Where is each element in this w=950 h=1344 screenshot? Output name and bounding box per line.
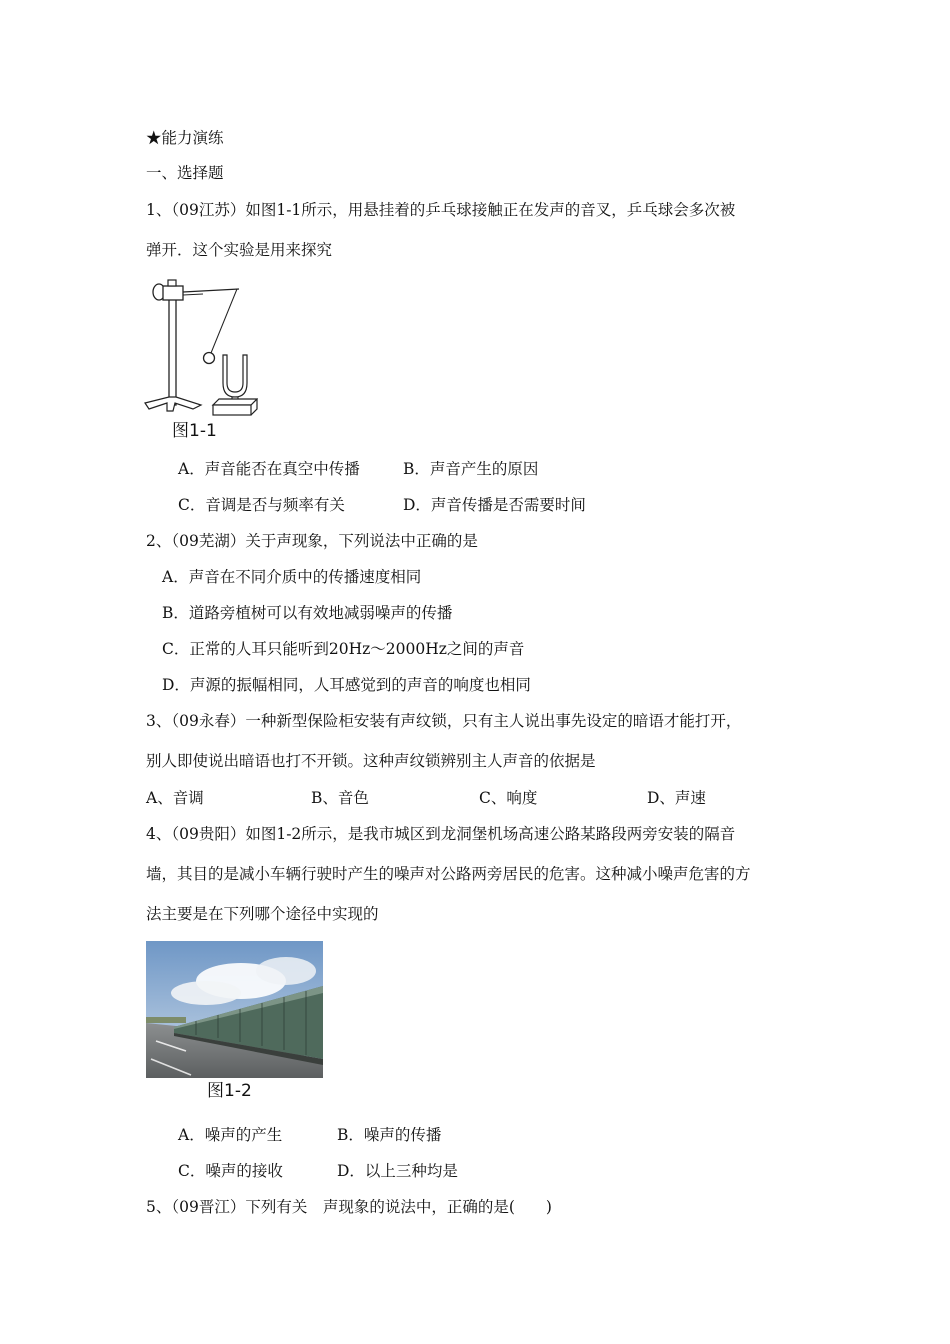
tuning-fork-apparatus-illustration [143,275,258,440]
q1-option-c: C．音调是否与频率有关 [178,496,345,514]
q1-option-b: B．声音产生的原因 [403,460,539,478]
q3-option-d: D、声速 [647,789,706,807]
q1-option-d: D．声音传播是否需要时间 [403,496,586,514]
section-heading: ★能力演练 [146,129,224,147]
q4-option-d: D．以上三种均是 [337,1162,458,1180]
q4-stem-line3: 法主要是在下列哪个途径中实现的 [146,905,379,923]
q4-option-b: B．噪声的传播 [337,1126,442,1144]
q1-option-a: A．声音能否在真空中传播 [178,460,360,478]
q3-option-c: C、响度 [479,789,538,807]
q3-stem-line2: 别人即使说出暗语也打不开锁。这种声纹锁辨别主人声音的依据是 [146,752,596,770]
q2-option-d: D．声源的振幅相同，人耳感觉到的声音的响度也相同 [162,676,531,694]
highway-sound-barrier-illustration [146,941,323,1078]
q4-option-c: C．噪声的接收 [178,1162,283,1180]
figure-1-2-sound-barrier-photo [146,941,323,1078]
q2-stem-line1: 2、（09芜湖）关于声现象，下列说法中正确的是 [146,532,478,550]
q2-option-b: B．道路旁植树可以有效地减弱噪声的传播 [162,604,453,622]
q1-stem-line2: 弹开．这个实验是用来探究 [146,241,333,259]
figure-1-1-tuning-fork [143,275,258,440]
q4-stem-line2: 墙，其目的是减小车辆行驶时产生的噪声对公路两旁居民的危害。这种减小噪声危害的方 [146,865,751,883]
q4-option-a: A．噪声的产生 [178,1126,283,1144]
figure-1-2-caption: 图1-2 [207,1081,252,1101]
figure-1-1-caption: 图1-1 [172,421,217,441]
q2-option-a: A．声音在不同介质中的传播速度相同 [162,568,422,586]
section-subheading: 一、选择题 [146,164,224,182]
q2-option-c: C．正常的人耳只能听到20Hz～2000Hz之间的声音 [162,640,525,658]
q5-stem-line1: 5、（09晋江）下列有关 声现象的说法中，正确的是( ) [146,1198,552,1216]
q1-stem-line1: 1、（09江苏）如图1-1所示，用悬挂着的乒乓球接触正在发声的音叉，乒乓球会多次被 [146,201,736,219]
q4-stem-line1: 4、（09贵阳）如图1-2所示，是我市城区到龙洞堡机场高速公路某路段两旁安装的隔音 [146,825,736,843]
q3-option-a: A、音调 [146,789,204,807]
q3-option-b: B、音色 [311,789,369,807]
q3-stem-line1: 3、（09永春）一种新型保险柜安装有声纹锁，只有主人说出事先设定的暗语才能打开， [146,712,742,730]
